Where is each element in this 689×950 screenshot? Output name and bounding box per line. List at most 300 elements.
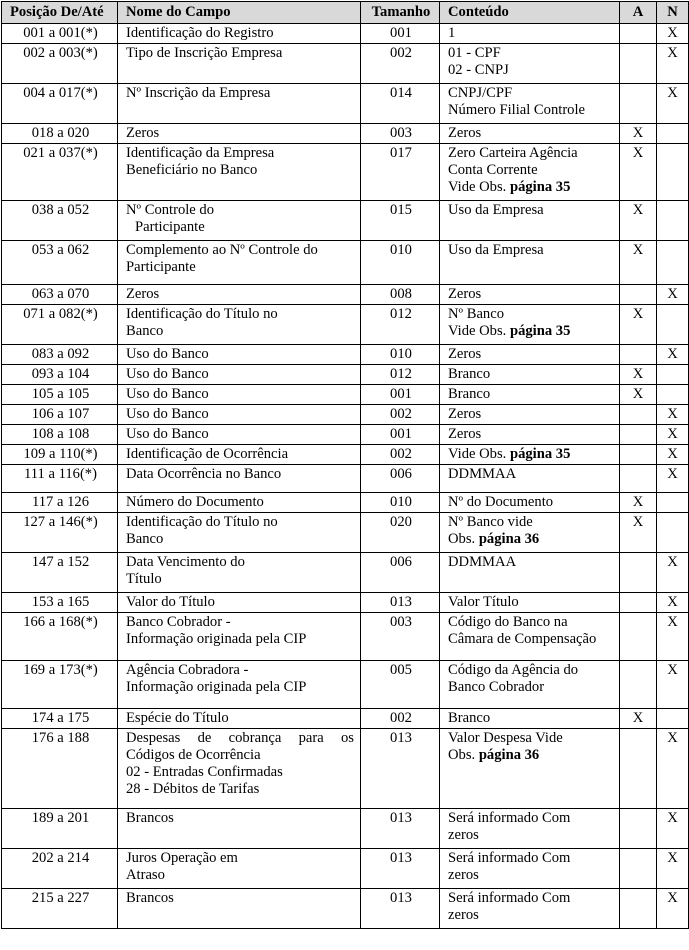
conteudo-text: Nº do Documento	[448, 494, 554, 510]
cell-nome-do-campo	[118, 445, 361, 465]
conteudo-text: Branco	[448, 366, 491, 382]
cell-a-mark	[620, 729, 657, 809]
nome-line: Uso do Banco	[126, 386, 209, 402]
cell-a-mark	[620, 285, 657, 305]
cell-nome-do-campo	[118, 613, 361, 661]
cell-posicao: 166 a 168(*)	[2, 613, 118, 661]
table-row	[2, 889, 689, 929]
conteudo-line	[448, 850, 613, 867]
cell-posicao: 083 a 092	[2, 345, 118, 365]
conteudo-text: Valor Título	[448, 594, 519, 610]
cell-posicao: 117 a 126	[2, 493, 118, 513]
cell-n-mark: X	[657, 405, 689, 425]
cell-nome-do-campo	[118, 44, 361, 84]
conteudo-line	[448, 406, 613, 423]
conteudo-text: 01 - CPF	[448, 45, 501, 61]
cell-posicao: 153 a 165	[2, 593, 118, 613]
cell-posicao: 071 a 082(*)	[2, 305, 118, 345]
page-reference: página 35	[509, 323, 571, 339]
nome-line: Zeros	[126, 125, 160, 141]
cell-tamanho: 008	[361, 285, 440, 305]
cell-n-mark: X	[657, 84, 689, 124]
cell-n-mark: X	[657, 849, 689, 889]
nome-line: Zeros	[126, 286, 160, 302]
conteudo-text: 1	[448, 25, 456, 41]
cell-posicao: 093 a 104	[2, 365, 118, 385]
cell-nome-do-campo	[118, 285, 361, 305]
cell-conteudo	[440, 44, 620, 84]
cell-a-mark: X	[620, 513, 657, 553]
cell-posicao: 215 a 227	[2, 889, 118, 929]
cell-nome-do-campo	[118, 553, 361, 593]
cell-nome-do-campo	[118, 144, 361, 201]
cell-nome-do-campo	[118, 124, 361, 144]
conteudo-text: Branco	[448, 386, 491, 402]
table-row	[2, 44, 689, 84]
nome-line: Informação originada pela CIP	[126, 679, 307, 695]
nome-line: Número do Documento	[126, 494, 264, 510]
cell-posicao: 109 a 110(*)	[2, 445, 118, 465]
cell-conteudo	[440, 613, 620, 661]
header-n: N	[657, 2, 689, 24]
conteudo-line	[448, 827, 613, 844]
table-row	[2, 849, 689, 889]
cell-conteudo	[440, 553, 620, 593]
conteudo-text: Código do Banco na	[448, 614, 568, 630]
cell-tamanho: 013	[361, 729, 440, 809]
conteudo-text: Será informado Com	[448, 810, 571, 826]
conteudo-line	[448, 514, 613, 531]
conteudo-text: Uso da Empresa	[448, 202, 544, 218]
conteudo-text: zeros	[448, 867, 479, 883]
cell-a-mark: X	[620, 144, 657, 201]
cell-posicao: 147 a 152	[2, 553, 118, 593]
nome-line: 28 - Débitos de Tarifas	[126, 781, 260, 797]
cell-a-mark	[620, 405, 657, 425]
conteudo-line	[448, 594, 613, 611]
header-row	[2, 2, 689, 24]
conteudo-text: DDMMAA	[448, 554, 517, 570]
conteudo-line	[448, 531, 613, 548]
cell-conteudo	[440, 849, 620, 889]
cell-a-mark	[620, 889, 657, 929]
conteudo-line	[448, 426, 613, 443]
cell-n-mark: X	[657, 889, 689, 929]
nome-line: Espécie do Título	[126, 710, 229, 726]
cell-conteudo	[440, 445, 620, 465]
cell-n-mark: X	[657, 729, 689, 809]
cell-conteudo	[440, 593, 620, 613]
nome-line: Uso do Banco	[126, 346, 209, 362]
cell-n-mark	[657, 709, 689, 729]
cell-conteudo	[440, 729, 620, 809]
cell-nome-do-campo	[118, 593, 361, 613]
nome-line: Informação originada pela CIP	[126, 631, 307, 647]
page-reference: página 35	[509, 446, 571, 462]
cell-posicao: 105 a 105	[2, 385, 118, 405]
conteudo-line	[448, 662, 613, 679]
cell-nome-do-campo	[118, 513, 361, 553]
cell-tamanho: 015	[361, 201, 440, 241]
cell-n-mark: X	[657, 613, 689, 661]
nome-line: Data Vencimento do	[126, 554, 245, 570]
cell-tamanho: 006	[361, 465, 440, 493]
cell-posicao: 018 a 020	[2, 124, 118, 144]
cell-tamanho: 012	[361, 365, 440, 385]
table-row	[2, 84, 689, 124]
nome-line: Códigos de Ocorrência	[126, 747, 261, 763]
cell-tamanho: 017	[361, 144, 440, 201]
cell-a-mark: X	[620, 709, 657, 729]
cell-tamanho: 006	[361, 553, 440, 593]
table-row	[2, 144, 689, 201]
conteudo-text: Conta Corrente	[448, 162, 538, 178]
cell-n-mark: X	[657, 465, 689, 493]
table-row	[2, 709, 689, 729]
cell-conteudo	[440, 345, 620, 365]
conteudo-text: Zeros	[448, 406, 482, 422]
cell-tamanho: 002	[361, 709, 440, 729]
table-row	[2, 593, 689, 613]
header-a: A	[620, 2, 657, 24]
conteudo-line	[448, 179, 613, 196]
cell-conteudo	[440, 285, 620, 305]
nome-line: Banco Cobrador -	[126, 614, 231, 630]
cell-tamanho: 005	[361, 661, 440, 709]
conteudo-line	[448, 466, 613, 483]
cell-conteudo	[440, 661, 620, 709]
cell-tamanho: 002	[361, 445, 440, 465]
conteudo-line	[448, 306, 613, 323]
conteudo-line	[448, 614, 613, 631]
cell-a-mark: X	[620, 493, 657, 513]
cell-conteudo	[440, 241, 620, 285]
conteudo-text: Será informado Com	[448, 890, 571, 906]
cell-a-mark	[620, 809, 657, 849]
nome-line: Atraso	[126, 867, 165, 883]
nome-line: Complemento ao Nº Controle do	[126, 242, 318, 258]
conteudo-line	[448, 286, 613, 303]
nome-line: Data Ocorrência no Banco	[126, 466, 282, 482]
cell-posicao: 004 a 017(*)	[2, 84, 118, 124]
cell-conteudo	[440, 425, 620, 445]
cell-nome-do-campo	[118, 365, 361, 385]
cell-n-mark	[657, 513, 689, 553]
page-reference: página 36	[478, 531, 540, 547]
cell-nome-do-campo	[118, 425, 361, 445]
table-row	[2, 729, 689, 809]
cell-conteudo	[440, 305, 620, 345]
cell-posicao: 053 a 062	[2, 241, 118, 285]
conteudo-text: CNPJ/CPF	[448, 85, 513, 101]
cell-a-mark: X	[620, 305, 657, 345]
cell-a-mark	[620, 661, 657, 709]
nome-line: Identificação da Empresa	[126, 145, 275, 161]
cell-nome-do-campo	[118, 493, 361, 513]
conteudo-line	[448, 323, 613, 340]
conteudo-line	[448, 730, 613, 747]
table-row	[2, 425, 689, 445]
cell-posicao: 038 a 052	[2, 201, 118, 241]
table-row	[2, 661, 689, 709]
table-row	[2, 809, 689, 849]
cell-a-mark	[620, 84, 657, 124]
cell-a-mark	[620, 593, 657, 613]
cell-tamanho: 020	[361, 513, 440, 553]
nome-line: Juros Operação em	[126, 850, 238, 866]
cell-conteudo	[440, 124, 620, 144]
table-row	[2, 493, 689, 513]
conteudo-line	[448, 62, 613, 79]
header-posicao: Posição De/Até	[2, 2, 118, 24]
cell-n-mark	[657, 493, 689, 513]
cell-conteudo	[440, 709, 620, 729]
cell-a-mark	[620, 44, 657, 84]
conteudo-text: zeros	[448, 827, 479, 843]
cell-tamanho: 010	[361, 493, 440, 513]
cell-a-mark: X	[620, 241, 657, 285]
conteudo-line	[448, 346, 613, 363]
table-row	[2, 241, 689, 285]
cell-conteudo	[440, 513, 620, 553]
cell-a-mark	[620, 345, 657, 365]
cell-n-mark	[657, 241, 689, 285]
cell-conteudo	[440, 385, 620, 405]
cell-posicao: 176 a 188	[2, 729, 118, 809]
conteudo-text: Branco	[448, 710, 491, 726]
cell-nome-do-campo	[118, 345, 361, 365]
cell-tamanho: 014	[361, 84, 440, 124]
cell-conteudo	[440, 809, 620, 849]
conteudo-line	[448, 494, 613, 511]
cell-tamanho: 013	[361, 849, 440, 889]
cell-conteudo	[440, 493, 620, 513]
conteudo-text: Câmara de Compensação	[448, 631, 597, 647]
nome-line: Banco	[126, 323, 164, 339]
cell-tamanho: 010	[361, 241, 440, 285]
cell-nome-do-campo	[118, 24, 361, 44]
conteudo-line	[448, 810, 613, 827]
cell-n-mark	[657, 124, 689, 144]
cell-nome-do-campo	[118, 661, 361, 709]
cell-a-mark	[620, 849, 657, 889]
conteudo-text: zeros	[448, 907, 479, 923]
table-row	[2, 124, 689, 144]
header-conteudo: Conteúdo	[440, 2, 620, 24]
cell-conteudo	[440, 365, 620, 385]
table-row	[2, 465, 689, 493]
conteudo-text: Obs.	[448, 531, 479, 547]
conteudo-text: Zeros	[448, 346, 482, 362]
conteudo-text: Vide Obs.	[448, 179, 510, 195]
conteudo-line	[448, 25, 613, 42]
cell-posicao: 001 a 001(*)	[2, 24, 118, 44]
conteudo-text: Vide Obs.	[448, 323, 510, 339]
nome-line: Participante	[126, 259, 196, 275]
conteudo-line	[448, 446, 613, 463]
cell-tamanho: 003	[361, 613, 440, 661]
nome-line: Identificação do Registro	[126, 25, 274, 41]
nome-line: Uso do Banco	[126, 406, 209, 422]
conteudo-text: Valor Despesa Vide	[448, 730, 563, 746]
cell-nome-do-campo	[118, 849, 361, 889]
nome-line: Nº Controle do	[126, 202, 215, 218]
nome-line: Participante	[135, 219, 205, 235]
header-nome-do-campo: Nome do Campo	[118, 2, 361, 24]
cell-conteudo	[440, 84, 620, 124]
cell-posicao: 202 a 214	[2, 849, 118, 889]
cell-tamanho: 013	[361, 809, 440, 849]
cell-a-mark: X	[620, 385, 657, 405]
nome-line: Banco	[126, 531, 164, 547]
nome-line: Identificação de Ocorrência	[126, 446, 289, 462]
conteudo-text: Zeros	[448, 286, 482, 302]
conteudo-text: Nº Banco	[448, 306, 504, 322]
cell-n-mark	[657, 365, 689, 385]
cell-n-mark: X	[657, 285, 689, 305]
cell-posicao: 108 a 108	[2, 425, 118, 445]
conteudo-line	[448, 631, 613, 648]
cell-n-mark	[657, 201, 689, 241]
cell-nome-do-campo	[118, 729, 361, 809]
cell-tamanho: 013	[361, 889, 440, 929]
conteudo-line	[448, 202, 613, 219]
conteudo-text: Uso da Empresa	[448, 242, 544, 258]
cell-a-mark: X	[620, 365, 657, 385]
cell-nome-do-campo	[118, 241, 361, 285]
table-row	[2, 553, 689, 593]
table-row	[2, 613, 689, 661]
cell-nome-do-campo	[118, 84, 361, 124]
nome-line: Identificação do Título no	[126, 514, 278, 530]
cell-nome-do-campo	[118, 385, 361, 405]
nome-line: Beneficiário no Banco	[126, 162, 258, 178]
conteudo-text: Banco Cobrador	[448, 679, 545, 695]
conteudo-line	[448, 710, 613, 727]
nome-line: Título	[126, 571, 162, 587]
table-row	[2, 201, 689, 241]
conteudo-line	[448, 125, 613, 142]
nome-line: Uso do Banco	[126, 426, 209, 442]
conteudo-text: Vide Obs.	[448, 446, 510, 462]
conteudo-line	[448, 102, 613, 119]
conteudo-line	[448, 366, 613, 383]
cell-n-mark: X	[657, 593, 689, 613]
cell-tamanho: 002	[361, 405, 440, 425]
cell-a-mark: X	[620, 124, 657, 144]
cell-conteudo	[440, 889, 620, 929]
cell-n-mark: X	[657, 425, 689, 445]
page-reference: página 36	[478, 747, 540, 763]
cell-tamanho: 001	[361, 385, 440, 405]
nome-line: Valor do Título	[126, 594, 215, 610]
conteudo-text: Código da Agência do	[448, 662, 579, 678]
cell-tamanho: 013	[361, 593, 440, 613]
cell-nome-do-campo	[118, 201, 361, 241]
cell-conteudo	[440, 201, 620, 241]
conteudo-line	[448, 242, 613, 259]
cell-tamanho: 010	[361, 345, 440, 365]
cell-a-mark	[620, 24, 657, 44]
conteudo-line	[448, 45, 613, 62]
cell-conteudo	[440, 405, 620, 425]
conteudo-text: DDMMAA	[448, 466, 517, 482]
cell-n-mark: X	[657, 24, 689, 44]
cell-a-mark	[620, 445, 657, 465]
cell-n-mark: X	[657, 809, 689, 849]
conteudo-line	[448, 145, 613, 162]
cell-posicao: 111 a 116(*)	[2, 465, 118, 493]
cell-conteudo	[440, 465, 620, 493]
page-reference: página 35	[509, 179, 571, 195]
cell-nome-do-campo	[118, 305, 361, 345]
conteudo-line	[448, 679, 613, 696]
table-body	[2, 24, 689, 929]
conteudo-line	[448, 85, 613, 102]
cell-tamanho: 001	[361, 24, 440, 44]
conteudo-text: Zeros	[448, 125, 482, 141]
cell-posicao: 189 a 201	[2, 809, 118, 849]
conteudo-text: Número Filial Controle	[448, 102, 586, 118]
cell-n-mark	[657, 385, 689, 405]
cell-posicao: 063 a 070	[2, 285, 118, 305]
nome-line: Tipo de Inscrição Empresa	[126, 45, 283, 61]
table-row	[2, 445, 689, 465]
cell-a-mark	[620, 465, 657, 493]
table-row	[2, 385, 689, 405]
conteudo-line	[448, 907, 613, 924]
cell-nome-do-campo	[118, 465, 361, 493]
table-row	[2, 345, 689, 365]
cell-posicao: 169 a 173(*)	[2, 661, 118, 709]
nome-line: Uso do Banco	[126, 366, 209, 382]
cell-tamanho: 001	[361, 425, 440, 445]
cell-posicao: 106 a 107	[2, 405, 118, 425]
cell-a-mark	[620, 553, 657, 593]
nome-line: 02 - Entradas Confirmadas	[126, 764, 283, 780]
cell-tamanho: 012	[361, 305, 440, 345]
conteudo-text: Será informado Com	[448, 850, 571, 866]
cell-n-mark: X	[657, 445, 689, 465]
table-row	[2, 365, 689, 385]
conteudo-line	[448, 867, 613, 884]
conteudo-line	[448, 386, 613, 403]
cell-tamanho: 002	[361, 44, 440, 84]
cell-conteudo	[440, 24, 620, 44]
cell-n-mark	[657, 144, 689, 201]
table-row	[2, 305, 689, 345]
cell-nome-do-campo	[118, 405, 361, 425]
cell-posicao: 002 a 003(*)	[2, 44, 118, 84]
table-row	[2, 24, 689, 44]
conteudo-text: Zero Carteira Agência	[448, 145, 578, 161]
cell-nome-do-campo	[118, 809, 361, 849]
nome-line: Agência Cobradora -	[126, 662, 249, 678]
table-row	[2, 285, 689, 305]
cell-a-mark	[620, 425, 657, 445]
cell-posicao: 174 a 175	[2, 709, 118, 729]
cell-posicao: 127 a 146(*)	[2, 513, 118, 553]
layout-table	[1, 1, 689, 929]
cell-n-mark: X	[657, 345, 689, 365]
conteudo-text: Obs.	[448, 747, 479, 763]
nome-line: Brancos	[126, 810, 174, 826]
cell-a-mark: X	[620, 201, 657, 241]
table-row	[2, 513, 689, 553]
nome-line: Despesas de cobrança para os	[126, 730, 354, 746]
conteudo-text: 02 - CNPJ	[448, 62, 509, 78]
cell-n-mark: X	[657, 553, 689, 593]
